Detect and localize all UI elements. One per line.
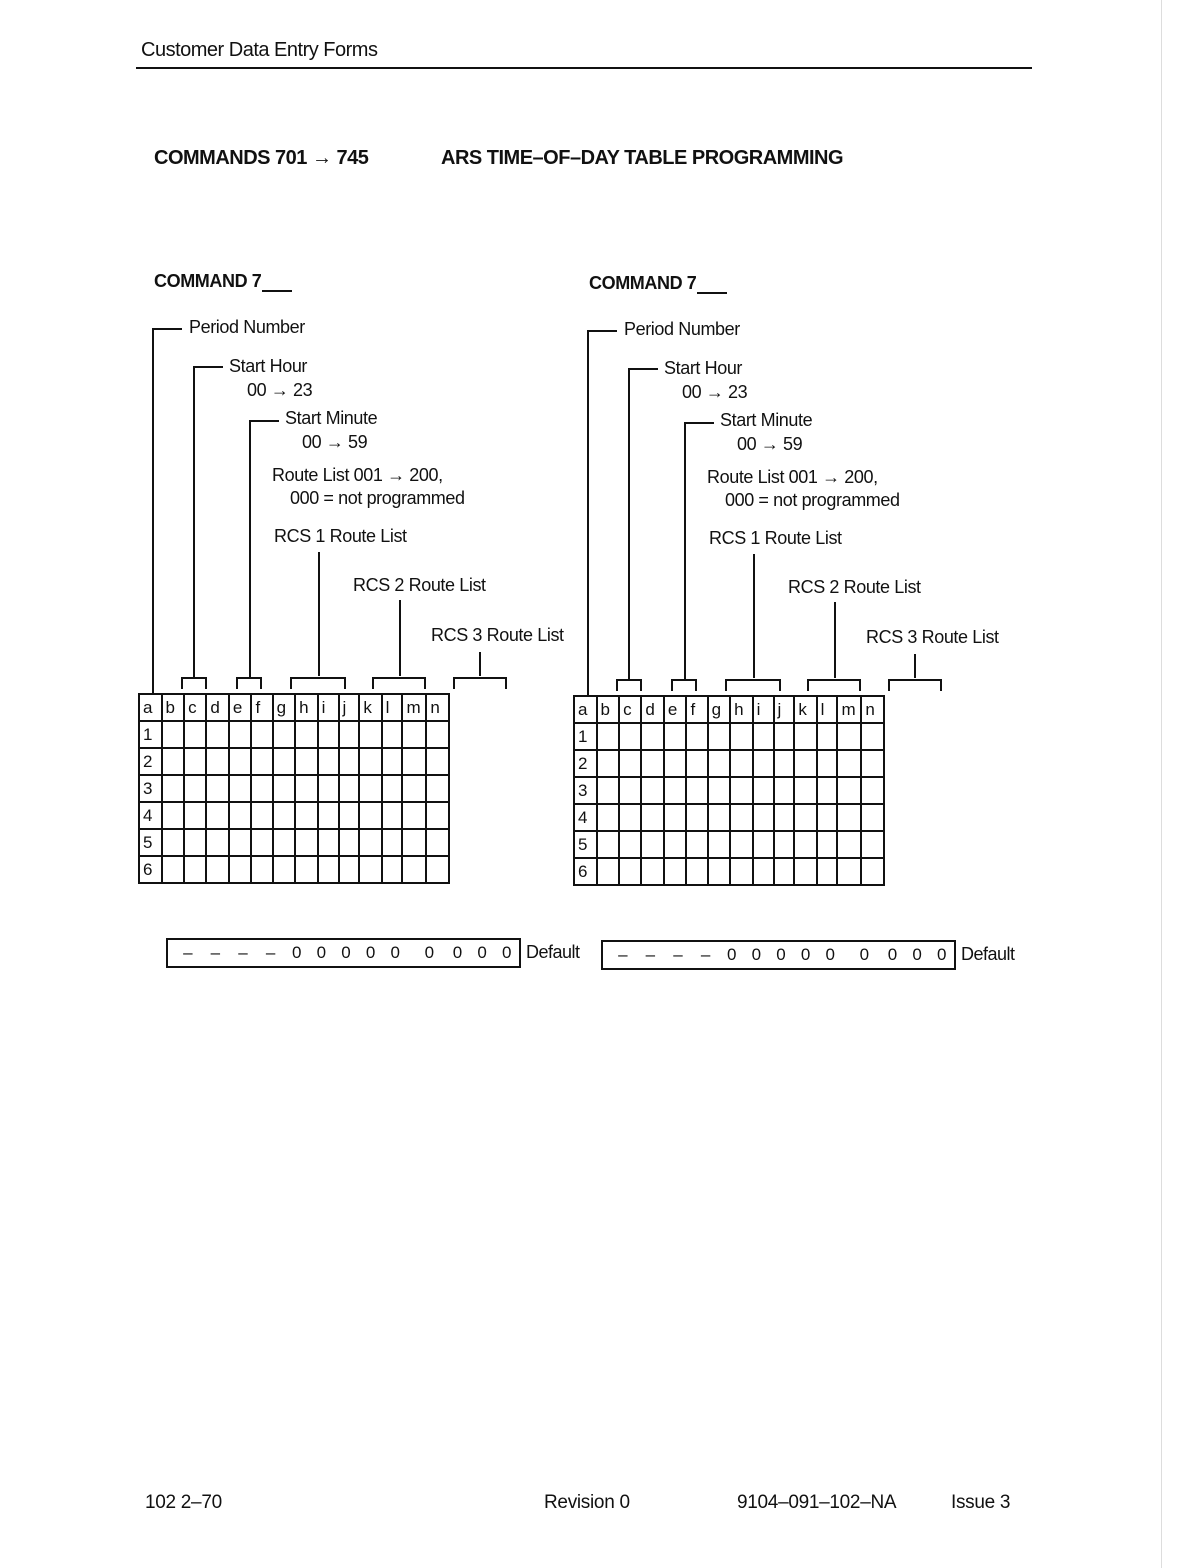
route-list-note: 000 = not programmed	[290, 488, 465, 508]
column-header-g: g	[273, 694, 296, 721]
rcs1-leader	[753, 554, 755, 678]
minute-leader-v	[684, 422, 686, 680]
entry-cell-j5[interactable]	[774, 831, 795, 858]
row-number-4: 4	[574, 804, 597, 831]
entry-cell-h5[interactable]	[295, 829, 318, 856]
entry-cell-d3[interactable]	[206, 775, 229, 802]
rcs3-bracket	[888, 679, 942, 691]
entry-cell-b5[interactable]	[162, 829, 185, 856]
entry-cell-l4[interactable]	[817, 804, 838, 831]
page-edge-line	[1161, 0, 1162, 1568]
column-header-i: i	[318, 694, 339, 721]
entry-cell-l3[interactable]	[382, 775, 403, 802]
hour-leader-v	[193, 366, 195, 678]
entry-cell-g4[interactable]	[708, 804, 731, 831]
default-value: –	[645, 945, 656, 964]
column-header-l: l	[817, 696, 838, 723]
default-value: 0	[887, 945, 898, 964]
column-header-a: a	[574, 696, 597, 723]
start-hour-label: Start Hour	[229, 356, 308, 376]
default-value: 0	[316, 943, 327, 962]
column-header-j: j	[339, 694, 360, 721]
entry-cell-b2[interactable]	[162, 748, 185, 775]
entry-cell-n5[interactable]	[861, 831, 884, 858]
row-number-2: 2	[139, 748, 162, 775]
entry-cell-j4[interactable]	[339, 802, 360, 829]
entry-cell-n4[interactable]	[861, 804, 884, 831]
entry-cell-b4[interactable]	[597, 804, 620, 831]
entry-cell-j3[interactable]	[339, 775, 360, 802]
entry-cell-g5[interactable]	[273, 829, 296, 856]
table-row	[574, 750, 884, 777]
entry-cell-b1[interactable]	[597, 723, 620, 750]
entry-cell-c5[interactable]	[184, 829, 206, 856]
entry-cell-f4[interactable]	[251, 802, 272, 829]
entry-cell-d4[interactable]	[641, 804, 664, 831]
period-entry-grid	[573, 695, 885, 886]
table-row	[139, 775, 449, 802]
entry-cell-j6[interactable]	[774, 858, 795, 885]
entry-cell-f1[interactable]	[251, 721, 272, 748]
entry-cell-b6[interactable]	[597, 858, 620, 885]
entry-cell-h6[interactable]	[295, 856, 318, 883]
entry-cell-l5[interactable]	[382, 829, 403, 856]
start-hour-bracket	[181, 677, 207, 689]
column-header-a: a	[139, 694, 162, 721]
entry-cell-k4[interactable]	[794, 804, 816, 831]
entry-cell-l1[interactable]	[817, 723, 838, 750]
column-header-f: f	[686, 696, 707, 723]
entry-cell-b1[interactable]	[162, 721, 185, 748]
entry-cell-f3[interactable]	[686, 777, 707, 804]
entry-cell-l1[interactable]	[382, 721, 403, 748]
row-number-5: 5	[139, 829, 162, 856]
entry-cell-f2[interactable]	[251, 748, 272, 775]
row-number-3: 3	[574, 777, 597, 804]
table-row	[139, 748, 449, 775]
entry-cell-i2[interactable]	[318, 748, 339, 775]
entry-cell-k2[interactable]	[794, 750, 816, 777]
entry-cell-b3[interactable]	[162, 775, 185, 802]
entry-cell-i1[interactable]	[753, 723, 774, 750]
rcs2-bracket	[807, 679, 861, 691]
rcs2-leader	[399, 600, 401, 676]
column-header-i: i	[753, 696, 774, 723]
start-minute-label: Start Minute	[285, 408, 378, 428]
entry-cell-c4[interactable]	[619, 804, 641, 831]
default-value: –	[673, 945, 683, 964]
default-value: –	[183, 943, 193, 962]
row-number-1: 1	[574, 723, 597, 750]
rcs1-route-list-label: RCS 1 Route List	[274, 526, 407, 546]
default-value: 0	[726, 945, 737, 964]
entry-cell-d5[interactable]	[641, 831, 664, 858]
entry-cell-f5[interactable]	[686, 831, 707, 858]
entry-cell-n6[interactable]	[861, 858, 884, 885]
entry-cell-i6[interactable]	[753, 858, 774, 885]
entry-cell-j4[interactable]	[774, 804, 795, 831]
column-header-f: f	[251, 694, 272, 721]
period-leader-v	[587, 330, 589, 697]
rcs2-bracket	[372, 677, 426, 689]
entry-cell-m3[interactable]	[402, 775, 426, 802]
entry-cell-e5[interactable]	[229, 829, 252, 856]
period-leader-h	[587, 330, 617, 332]
entry-cell-f4[interactable]	[686, 804, 707, 831]
entry-cell-e3[interactable]	[229, 775, 252, 802]
period-leader-v	[152, 328, 154, 695]
period-number-label: Period Number	[624, 319, 740, 339]
command-label: COMMAND 7	[154, 271, 262, 291]
entry-cell-c6[interactable]	[619, 858, 641, 885]
column-header-e: e	[229, 694, 252, 721]
rcs1-bracket	[725, 679, 781, 691]
entry-cell-j3[interactable]	[774, 777, 795, 804]
entry-cell-i1[interactable]	[318, 721, 339, 748]
entry-cell-f5[interactable]	[251, 829, 272, 856]
default-value: –	[700, 945, 711, 964]
table-row	[574, 858, 884, 885]
command-blank	[697, 276, 727, 294]
row-number-1: 1	[139, 721, 162, 748]
default-value: 0	[365, 943, 376, 962]
entry-cell-k3[interactable]	[794, 777, 816, 804]
grid-header-row	[139, 694, 449, 721]
entry-cell-c6[interactable]	[184, 856, 206, 883]
footer-page-number: 102 2–70	[145, 1492, 222, 1513]
section-title: ARS TIME–OF–DAY TABLE PROGRAMMING	[441, 147, 844, 169]
entry-cell-c1[interactable]	[619, 723, 641, 750]
entry-cell-k1[interactable]	[794, 723, 816, 750]
entry-cell-i5[interactable]	[753, 831, 774, 858]
entry-cell-g5[interactable]	[708, 831, 731, 858]
command-blank	[262, 274, 292, 292]
start-minute-range: 00 → 59	[302, 432, 368, 452]
period-entry-grid	[138, 693, 450, 884]
footer-revision: Revision 0	[544, 1492, 630, 1513]
entry-cell-e2[interactable]	[664, 750, 687, 777]
route-list-range-label: Route List 001 → 200,	[272, 465, 443, 485]
entry-cell-i2[interactable]	[753, 750, 774, 777]
entry-cell-h1[interactable]	[730, 723, 753, 750]
entry-cell-j1[interactable]	[339, 721, 360, 748]
start-minute-bracket	[236, 677, 262, 689]
start-minute-label: Start Minute	[720, 410, 813, 430]
row-number-6: 6	[139, 856, 162, 883]
entry-cell-m1[interactable]	[402, 721, 426, 748]
entry-cell-g1[interactable]	[273, 721, 296, 748]
entry-cell-f1[interactable]	[686, 723, 707, 750]
column-header-e: e	[664, 696, 687, 723]
entry-cell-m4[interactable]	[837, 804, 861, 831]
entry-cell-f3[interactable]	[251, 775, 272, 802]
entry-cell-d2[interactable]	[641, 750, 664, 777]
hour-leader-h	[628, 368, 658, 370]
entry-cell-c1[interactable]	[184, 721, 206, 748]
entry-cell-h1[interactable]	[295, 721, 318, 748]
column-header-h: h	[730, 696, 753, 723]
commands-title: COMMANDS 701 → 745	[154, 147, 369, 169]
default-value: 0	[390, 943, 400, 962]
column-header-b: b	[162, 694, 185, 721]
table-row	[574, 777, 884, 804]
entry-cell-j1[interactable]	[774, 723, 795, 750]
entry-cell-c4[interactable]	[184, 802, 206, 829]
column-header-m: m	[837, 696, 861, 723]
entry-cell-i3[interactable]	[753, 777, 774, 804]
column-header-d: d	[641, 696, 664, 723]
entry-cell-c2[interactable]	[619, 750, 641, 777]
hour-leader-v	[628, 368, 630, 680]
column-header-k: k	[794, 696, 816, 723]
column-header-n: n	[426, 694, 449, 721]
entry-cell-b5[interactable]	[597, 831, 620, 858]
column-header-m: m	[402, 694, 426, 721]
period-leader-h	[152, 328, 182, 330]
default-value: 0	[751, 945, 762, 964]
minute-leader-h	[684, 422, 714, 424]
entry-cell-j6[interactable]	[339, 856, 360, 883]
rcs1-bracket	[290, 677, 346, 689]
row-number-4: 4	[139, 802, 162, 829]
entry-cell-k6[interactable]	[359, 856, 381, 883]
entry-cell-h4[interactable]	[730, 804, 753, 831]
page-header-title: Customer Data Entry Forms	[141, 39, 378, 61]
entry-cell-n1[interactable]	[861, 723, 884, 750]
period-number-label: Period Number	[189, 317, 305, 337]
table-row	[574, 831, 884, 858]
column-header-n: n	[861, 696, 884, 723]
entry-cell-j2[interactable]	[774, 750, 795, 777]
hour-leader-h	[193, 366, 223, 368]
entry-cell-f6[interactable]	[251, 856, 272, 883]
entry-cell-e1[interactable]	[664, 723, 687, 750]
default-value: 0	[859, 945, 870, 964]
entry-cell-j5[interactable]	[339, 829, 360, 856]
entry-cell-h4[interactable]	[295, 802, 318, 829]
entry-cell-c3[interactable]	[184, 775, 206, 802]
default-value: 0	[800, 945, 811, 964]
row-number-3: 3	[139, 775, 162, 802]
default-value: 0	[477, 943, 487, 962]
entry-cell-d4[interactable]	[206, 802, 229, 829]
entry-cell-b4[interactable]	[162, 802, 185, 829]
command-number-field	[154, 271, 292, 292]
start-minute-range: 00 → 59	[737, 434, 803, 454]
entry-cell-l6[interactable]	[817, 858, 838, 885]
rcs3-route-list-label: RCS 3 Route List	[431, 625, 564, 645]
entry-cell-e4[interactable]	[229, 802, 252, 829]
entry-cell-m6[interactable]	[837, 858, 861, 885]
start-hour-label: Start Hour	[664, 358, 743, 378]
entry-cell-i3[interactable]	[318, 775, 339, 802]
command-form-left	[0, 0, 580, 1000]
column-header-b: b	[597, 696, 620, 723]
entry-cell-c5[interactable]	[619, 831, 641, 858]
entry-cell-d5[interactable]	[206, 829, 229, 856]
entry-cell-e4[interactable]	[664, 804, 687, 831]
rcs2-route-list-label: RCS 2 Route List	[353, 575, 486, 595]
command-number-field	[589, 273, 727, 294]
entry-cell-b6[interactable]	[162, 856, 185, 883]
entry-cell-k3[interactable]	[359, 775, 381, 802]
default-value: 0	[452, 943, 463, 962]
default-label: Default	[526, 942, 580, 962]
entry-cell-k2[interactable]	[359, 748, 381, 775]
entry-cell-l5[interactable]	[817, 831, 838, 858]
default-value: –	[238, 943, 248, 962]
default-value: –	[265, 943, 276, 962]
column-header-c: c	[184, 694, 206, 721]
entry-cell-h3[interactable]	[295, 775, 318, 802]
entry-cell-b3[interactable]	[597, 777, 620, 804]
entry-cell-d1[interactable]	[641, 723, 664, 750]
start-minute-bracket	[671, 679, 697, 691]
entry-cell-k5[interactable]	[359, 829, 381, 856]
rcs2-route-list-label: RCS 2 Route List	[788, 577, 921, 597]
entry-cell-m1[interactable]	[837, 723, 861, 750]
entry-cell-g3[interactable]	[708, 777, 731, 804]
entry-cell-e3[interactable]	[664, 777, 687, 804]
entry-cell-g6[interactable]	[273, 856, 296, 883]
rcs3-leader	[914, 654, 916, 678]
footer-document-number: 9104–091–102–NA	[737, 1492, 897, 1513]
rcs2-leader	[834, 602, 836, 678]
entry-cell-e2[interactable]	[229, 748, 252, 775]
entry-cell-k1[interactable]	[359, 721, 381, 748]
route-list-range-label: Route List 001 → 200,	[707, 467, 878, 487]
entry-cell-m2[interactable]	[402, 748, 426, 775]
entry-cell-e5[interactable]	[664, 831, 687, 858]
entry-cell-l6[interactable]	[382, 856, 403, 883]
start-hour-range: 00 → 23	[682, 382, 748, 402]
default-value: 0	[501, 943, 512, 962]
footer-issue: Issue 3	[951, 1492, 1011, 1513]
table-row	[139, 802, 449, 829]
command-label: COMMAND 7	[589, 273, 697, 293]
start-hour-bracket	[616, 679, 642, 691]
entry-cell-j2[interactable]	[339, 748, 360, 775]
default-value: –	[618, 945, 628, 964]
entry-cell-m2[interactable]	[837, 750, 861, 777]
default-value: 0	[912, 945, 922, 964]
entry-cell-g1[interactable]	[708, 723, 731, 750]
entry-cell-g2[interactable]	[708, 750, 731, 777]
entry-cell-d1[interactable]	[206, 721, 229, 748]
column-header-k: k	[359, 694, 381, 721]
entry-cell-g6[interactable]	[708, 858, 731, 885]
entry-cell-h3[interactable]	[730, 777, 753, 804]
start-hour-range: 00 → 23	[247, 380, 313, 400]
entry-cell-h2[interactable]	[730, 750, 753, 777]
row-number-2: 2	[574, 750, 597, 777]
entry-cell-h5[interactable]	[730, 831, 753, 858]
route-list-note: 000 = not programmed	[725, 490, 900, 510]
entry-cell-e6[interactable]	[664, 858, 687, 885]
entry-cell-g3[interactable]	[273, 775, 296, 802]
entry-cell-c3[interactable]	[619, 777, 641, 804]
grid-header-row	[574, 696, 884, 723]
entry-cell-g2[interactable]	[273, 748, 296, 775]
entry-cell-l2[interactable]	[382, 748, 403, 775]
entry-cell-e1[interactable]	[229, 721, 252, 748]
rcs1-route-list-label: RCS 1 Route List	[709, 528, 842, 548]
default-value: 0	[936, 945, 947, 964]
table-row	[139, 721, 449, 748]
entry-cell-h6[interactable]	[730, 858, 753, 885]
default-value: 0	[424, 943, 435, 962]
entry-cell-d6[interactable]	[641, 858, 664, 885]
entry-cell-m4[interactable]	[402, 802, 426, 829]
default-label: Default	[961, 944, 1015, 964]
entry-cell-n3[interactable]	[861, 777, 884, 804]
minute-leader-h	[249, 420, 279, 422]
entry-cell-i6[interactable]	[318, 856, 339, 883]
default-value: –	[210, 943, 221, 962]
entry-cell-l3[interactable]	[817, 777, 838, 804]
default-value: 0	[825, 945, 835, 964]
column-header-j: j	[774, 696, 795, 723]
column-header-g: g	[708, 696, 731, 723]
table-row	[139, 829, 449, 856]
rcs3-route-list-label: RCS 3 Route List	[866, 627, 999, 647]
entry-cell-e6[interactable]	[229, 856, 252, 883]
default-values-box	[601, 940, 956, 970]
minute-leader-v	[249, 420, 251, 678]
entry-cell-f2[interactable]	[686, 750, 707, 777]
table-row	[574, 723, 884, 750]
entry-cell-m5[interactable]	[837, 831, 861, 858]
entry-cell-n2[interactable]	[861, 750, 884, 777]
entry-cell-k5[interactable]	[794, 831, 816, 858]
entry-cell-d2[interactable]	[206, 748, 229, 775]
default-value: 0	[341, 943, 351, 962]
entry-cell-c2[interactable]	[184, 748, 206, 775]
default-value: 0	[776, 945, 786, 964]
row-number-5: 5	[574, 831, 597, 858]
entry-cell-i5[interactable]	[318, 829, 339, 856]
entry-cell-i4[interactable]	[753, 804, 774, 831]
entry-cell-d3[interactable]	[641, 777, 664, 804]
table-row	[574, 804, 884, 831]
entry-cell-l4[interactable]	[382, 802, 403, 829]
row-number-6: 6	[574, 858, 597, 885]
entry-cell-f6[interactable]	[686, 858, 707, 885]
entry-cell-k6[interactable]	[794, 858, 816, 885]
entry-cell-i4[interactable]	[318, 802, 339, 829]
entry-cell-d6[interactable]	[206, 856, 229, 883]
entry-cell-l2[interactable]	[817, 750, 838, 777]
default-value: 0	[291, 943, 302, 962]
entry-cell-m6[interactable]	[402, 856, 426, 883]
entry-cell-h2[interactable]	[295, 748, 318, 775]
column-header-l: l	[382, 694, 403, 721]
command-form-right	[435, 2, 1015, 1002]
entry-cell-b2[interactable]	[597, 750, 620, 777]
entry-cell-m5[interactable]	[402, 829, 426, 856]
column-header-h: h	[295, 694, 318, 721]
entry-cell-k4[interactable]	[359, 802, 381, 829]
table-row	[139, 856, 449, 883]
column-header-d: d	[206, 694, 229, 721]
entry-cell-m3[interactable]	[837, 777, 861, 804]
rcs1-leader	[318, 552, 320, 676]
column-header-c: c	[619, 696, 641, 723]
entry-cell-g4[interactable]	[273, 802, 296, 829]
